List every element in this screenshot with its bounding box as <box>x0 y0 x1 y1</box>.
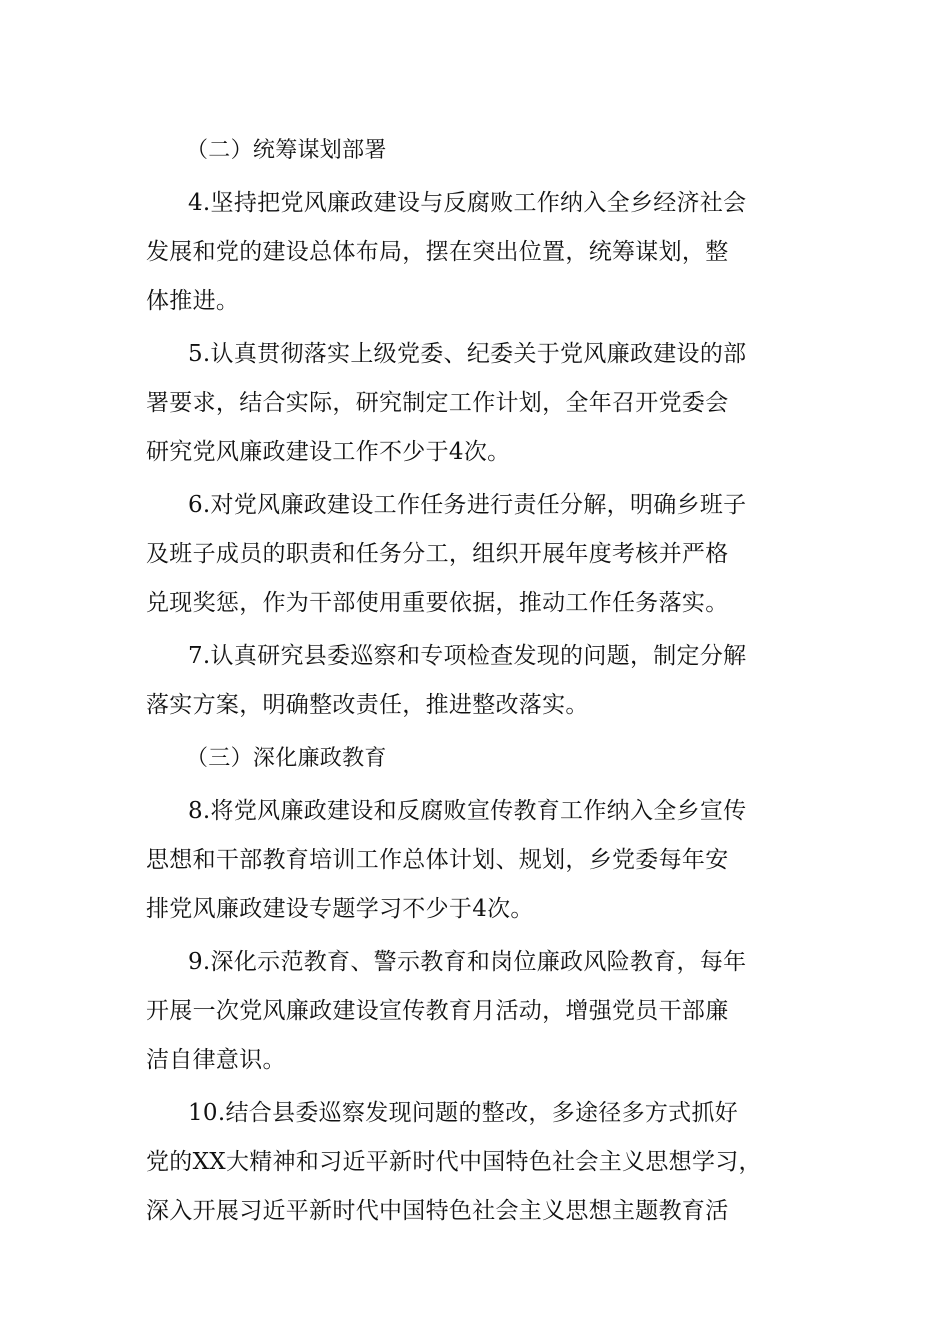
paragraph-6 <box>146 481 811 628</box>
paragraph-line: 研究党风廉政建设工作不少于4次。 <box>146 439 511 465</box>
paragraph-line: 5.认真贯彻落实上级党委、纪委关于党风廉政建设的部 <box>188 341 747 367</box>
paragraph-line: 8.将党风廉政建设和反腐败宣传教育工作纳入全乡宣传 <box>188 798 747 824</box>
paragraph-line: 思想和干部教育培训工作总体计划、规划，乡党委每年安 <box>146 847 729 873</box>
document-body <box>146 126 811 1236</box>
paragraph-line: 10.结合县委巡察发现问题的整改，多途径多方式抓好 <box>188 1100 739 1126</box>
section-heading-2 <box>146 126 811 175</box>
paragraph-line: 7.认真研究县委巡察和专项检查发现的问题，制定分解 <box>188 643 747 669</box>
section-heading-3 <box>146 734 811 783</box>
paragraph-7 <box>146 632 811 730</box>
paragraph-line: 深入开展习近平新时代中国特色社会主义思想主题教育活 <box>146 1198 729 1224</box>
paragraph-line: 兑现奖惩，作为干部使用重要依据，推动工作任务落实。 <box>146 590 729 616</box>
paragraph-line: 党的XX大精神和习近平新时代中国特色社会主义思想学习， <box>146 1149 762 1175</box>
paragraph-line: 4.坚持把党风廉政建设与反腐败工作纳入全乡经济社会 <box>188 190 747 216</box>
paragraph-line: 署要求，结合实际，研究制定工作计划，全年召开党委会 <box>146 390 729 416</box>
heading-text: （三）深化廉政教育 <box>186 746 387 771</box>
paragraph-line: 开展一次党风廉政建设宣传教育月活动，增强党员干部廉 <box>146 998 729 1024</box>
paragraph-line: 落实方案，明确整改责任，推进整改落实。 <box>146 692 589 718</box>
paragraph-line: 及班子成员的职责和任务分工，组织开展年度考核并严格 <box>146 541 729 567</box>
paragraph-line: 9.深化示范教育、警示教育和岗位廉政风险教育，每年 <box>188 949 747 975</box>
paragraph-line: 洁自律意识。 <box>146 1047 286 1073</box>
paragraph-line: 排党风廉政建设专题学习不少于4次。 <box>146 896 534 922</box>
paragraph-10 <box>146 1089 811 1236</box>
paragraph-line: 6.对党风廉政建设工作任务进行责任分解，明确乡班子 <box>188 492 747 518</box>
paragraph-line: 发展和党的建设总体布局，摆在突出位置，统筹谋划，整 <box>146 239 729 265</box>
paragraph-line: 体推进。 <box>146 288 240 314</box>
paragraph-8 <box>146 787 811 934</box>
paragraph-9 <box>146 938 811 1085</box>
paragraph-5 <box>146 330 811 477</box>
heading-text: （二）统筹谋划部署 <box>186 138 387 163</box>
paragraph-4 <box>146 179 811 326</box>
